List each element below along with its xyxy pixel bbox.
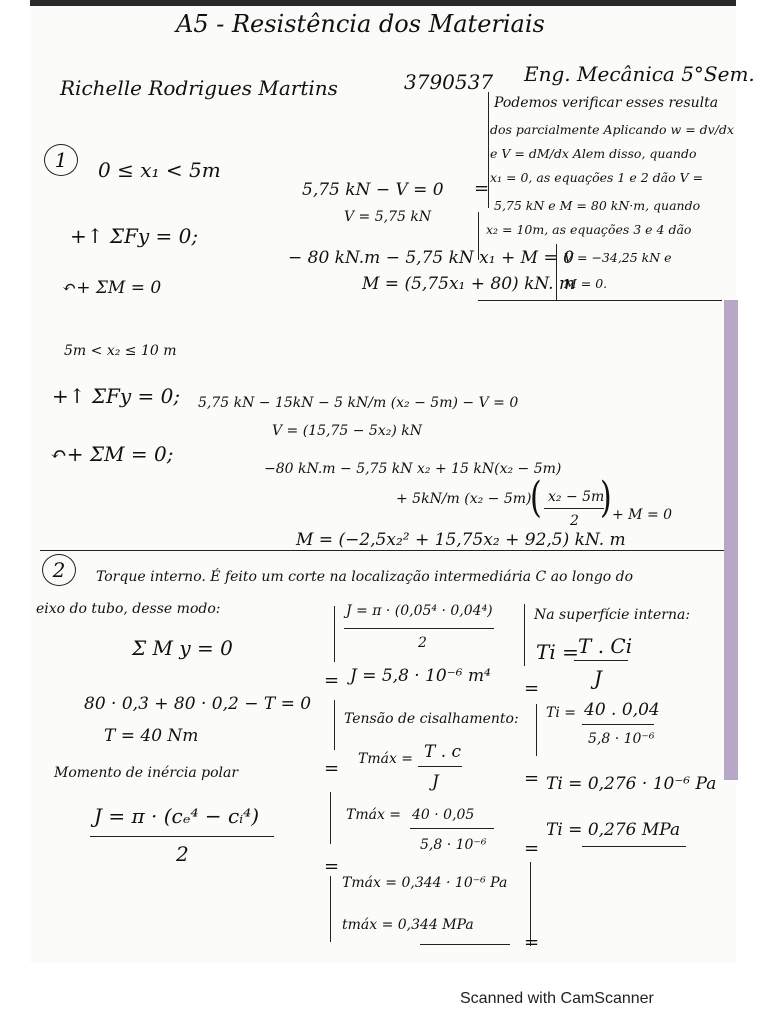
q2-j-formula-den: 2 <box>176 842 189 866</box>
q2-ti-calc-num: 40 . 0,04 <box>584 700 660 720</box>
q1-v-eq-1: 5,75 kN − V = 0 <box>302 180 444 200</box>
q2-j-result: J = 5,8 · 10⁻⁶ m⁴ <box>350 666 491 686</box>
paren-close: ) <box>600 473 612 523</box>
q2-ti-underline <box>582 846 686 847</box>
section-divider <box>40 550 724 551</box>
note-left-border-3 <box>556 244 557 300</box>
q2-tmax-formula-bar <box>418 766 462 767</box>
col3-border-1 <box>524 604 525 666</box>
scan-top-edge <box>30 0 736 6</box>
q1-sum-m-2: ↶+ ΣM = 0; <box>50 442 174 466</box>
q2-polar-moment-label: Momento de inércia polar <box>54 765 239 781</box>
q1-m-eq-1: − 80 kN.m − 5,75 kN x₁ + M = 0 <box>288 248 574 268</box>
equal-mark-5: = <box>524 932 540 953</box>
note-bottom-border <box>478 300 722 301</box>
equal-mark-4: = <box>324 856 340 877</box>
course-label: Eng. Mecânica 5°Sem. <box>524 62 755 86</box>
student-name: Richelle Rodrigues Martins <box>60 76 338 100</box>
q1-eq-3a: −80 kN.m − 5,75 kN x₂ + 15 kN(x₂ − 5m) <box>264 461 562 477</box>
note-line-8: M = 0. <box>564 276 608 291</box>
note-line-7: V = −34,25 kN e <box>564 250 672 265</box>
note-line-4: x₁ = 0, as equações 1 e 2 dão V = <box>490 170 704 185</box>
q2-tmax-result-2: tmáx = 0,344 MPa <box>342 917 474 933</box>
q1-range-2: 5m < x₂ ≤ 10 m <box>64 343 177 359</box>
note-line-5: 5,75 kN e M = 80 kN·m, quando <box>494 198 701 213</box>
equal-mark: = <box>474 178 490 199</box>
q2-tmax-formula-num: T . c <box>424 742 462 762</box>
q1-eq-3b-pre: + 5kN/m (x₂ − 5m) <box>396 491 532 507</box>
scan-right-edge <box>724 300 738 780</box>
note-line-6: x₂ = 10m, as equações 3 e 4 dão <box>486 222 692 237</box>
q2-ti-result-1: Ti = 0,276 · 10⁻⁶ Pa <box>546 774 717 794</box>
q1-v-eq-2: V = 5,75 kN <box>344 209 432 225</box>
q1-eq-4: M = (−2,5x₂² + 15,75x₂ + 92,5) kN. m <box>296 530 626 550</box>
page-title: A5 - Resistência dos Materiais <box>176 10 545 38</box>
equal-mark-8: = <box>524 838 540 859</box>
q2-tmax-underline <box>420 944 510 945</box>
question-2-number: 2 <box>42 554 76 586</box>
q2-ti-result-2: Ti = 0,276 MPa <box>546 820 681 840</box>
equal-mark-2: = <box>324 670 340 691</box>
q2-ti-calc-lhs: Ti = <box>546 705 576 721</box>
note-line-1: Podemos verificar esses resulta <box>494 95 719 111</box>
q1-eq-3b-den: 2 <box>570 513 579 529</box>
q2-ti-formula-num: T . Ci <box>578 634 633 658</box>
equal-mark-3: = <box>324 758 340 779</box>
q1-eq-3b-post: + M = 0 <box>612 507 673 523</box>
col2-border-2 <box>334 700 335 750</box>
q2-intro-1: Torque interno. É feito um corte na localização intermediária C ao longo do <box>96 569 634 585</box>
q2-shear-label: Tensão de cisalhamento: <box>344 711 519 727</box>
q1-eq-3b-num: x₂ − 5m <box>548 489 605 505</box>
q2-ti-calc-den: 5,8 · 10⁻⁶ <box>588 731 655 747</box>
q1-range-1: 0 ≤ x₁ < 5m <box>98 158 221 182</box>
note-left-border <box>488 92 489 208</box>
note-line-3: e V = dM/dx Alem disso, quando <box>490 146 697 161</box>
q2-tmax-calc-num: 40 · 0,05 <box>412 807 475 823</box>
col2-border-1 <box>334 606 335 662</box>
question-1-number: 1 <box>44 144 78 176</box>
q2-ti-formula-bar <box>574 660 628 661</box>
q2-torque-equation: 80 · 0,3 + 80 · 0,2 − T = 0 <box>84 694 312 714</box>
q2-ti-calc-bar <box>582 724 654 725</box>
q2-j-calc-bar <box>344 628 494 629</box>
q2-tmax-formula-den: J <box>432 772 439 792</box>
q2-tmax-calc-bar <box>410 828 494 829</box>
q2-ti-formula-den: J <box>594 666 603 690</box>
q2-tmax-calc-den: 5,8 · 10⁻⁶ <box>420 837 487 853</box>
col3-border-2 <box>536 704 537 756</box>
q1-sum-fy-2: +↑ ΣFy = 0; <box>52 384 181 408</box>
q2-tmax-formula-lhs: Tmáx = <box>358 751 414 767</box>
equal-mark-6: = <box>524 678 540 699</box>
student-id: 3790537 <box>404 70 494 94</box>
col2-border-3 <box>330 792 331 844</box>
q1-eq-2a: 5,75 kN − 15kN − 5 kN/m (x₂ − 5m) − V = 0 <box>198 395 519 411</box>
equal-mark-7: = <box>524 768 540 789</box>
q2-inner-label: Na superfície interna: <box>534 607 691 623</box>
q1-eq-2b: V = (15,75 − 5x₂) kN <box>272 423 422 439</box>
q2-tmax-calc-lhs: Tmáx = <box>346 807 402 823</box>
q2-sum-moments: Σ M y = 0 <box>132 636 233 660</box>
q1-sum-m: ↶+ ΣM = 0 <box>62 278 162 298</box>
q1-eq-3b-fraction-bar <box>544 508 604 509</box>
q2-j-calc-num: J = π · (0,05⁴ · 0,04⁴) <box>346 603 493 619</box>
q1-sum-fy: +↑ ΣFy = 0; <box>70 224 199 248</box>
paren-open: ( <box>530 473 542 523</box>
q2-j-calc-den: 2 <box>418 635 427 651</box>
scanner-watermark: Scanned with CamScanner <box>460 990 654 1007</box>
q2-j-formula-bar <box>90 836 274 837</box>
note-line-2: dos parcialmente Aplicando w = dv/dx <box>490 122 734 137</box>
q2-tmax-result-1: Tmáx = 0,344 · 10⁻⁶ Pa <box>342 875 508 891</box>
col2-border-4 <box>330 876 331 942</box>
q2-j-formula-num: J = π · (cₑ⁴ − cᵢ⁴) <box>94 804 259 828</box>
q2-intro-2: eixo do tubo, desse modo: <box>36 601 221 617</box>
q2-torque-value: T = 40 Nm <box>104 726 199 746</box>
q1-m-eq-2: M = (5,75x₁ + 80) kN. m <box>362 274 576 294</box>
note-left-border-2 <box>478 212 479 260</box>
q2-ti-formula-lhs: Ti = <box>536 640 579 664</box>
